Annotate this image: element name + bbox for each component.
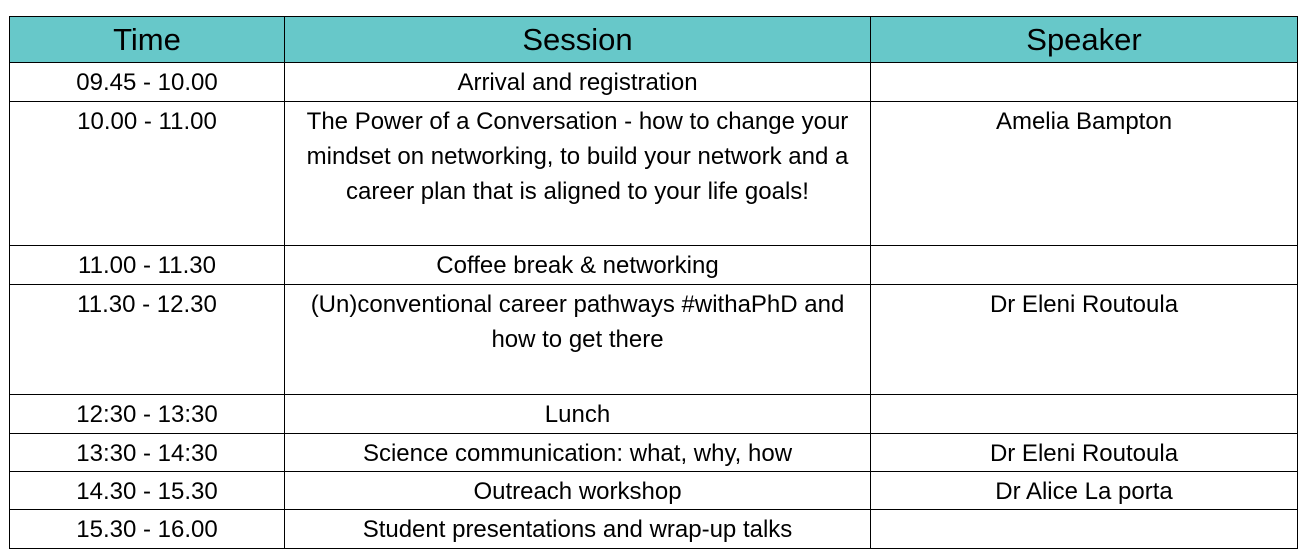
session-cell: Science communication: what, why, how [285,434,871,472]
session-cell: Lunch [285,395,871,434]
table-row [10,395,1298,434]
speaker-cell: Dr Eleni Routoula [871,434,1298,472]
table-row [10,63,1298,102]
session-cell: (Un)conventional career pathways #withaPhD and how to get there [285,285,871,395]
header-row [10,17,1298,63]
speaker-cell: Dr Alice La porta [871,472,1298,510]
time-cell: 12:30 - 13:30 [10,395,285,434]
agenda-table [9,16,1298,549]
table-row [10,246,1298,285]
speaker-cell [871,63,1298,102]
table-row [10,434,1298,472]
time-cell: 11.00 - 11.30 [10,246,285,285]
time-cell: 15.30 - 16.00 [10,510,285,549]
table-row [10,285,1298,395]
column-header-speaker: Speaker [871,17,1298,63]
column-header-time: Time [10,17,285,63]
column-header-session: Session [285,17,871,63]
speaker-cell: Dr Eleni Routoula [871,285,1298,395]
time-cell: 11.30 - 12.30 [10,285,285,395]
speaker-cell [871,510,1298,549]
session-cell: The Power of a Conversation - how to change your mindset on networking, to build your network and a career plan that is aligned to your life goals! [285,102,871,246]
speaker-cell [871,395,1298,434]
speaker-cell [871,246,1298,285]
time-cell: 10.00 - 11.00 [10,102,285,246]
time-cell: 14.30 - 15.30 [10,472,285,510]
speaker-cell: Amelia Bampton [871,102,1298,246]
time-cell: 13:30 - 14:30 [10,434,285,472]
table-row [10,510,1298,549]
session-cell: Outreach workshop [285,472,871,510]
session-cell: Student presentations and wrap-up talks [285,510,871,549]
time-cell: 09.45 - 10.00 [10,63,285,102]
session-cell: Arrival and registration [285,63,871,102]
table-row [10,472,1298,510]
session-cell: Coffee break & networking [285,246,871,285]
table-row [10,102,1298,246]
